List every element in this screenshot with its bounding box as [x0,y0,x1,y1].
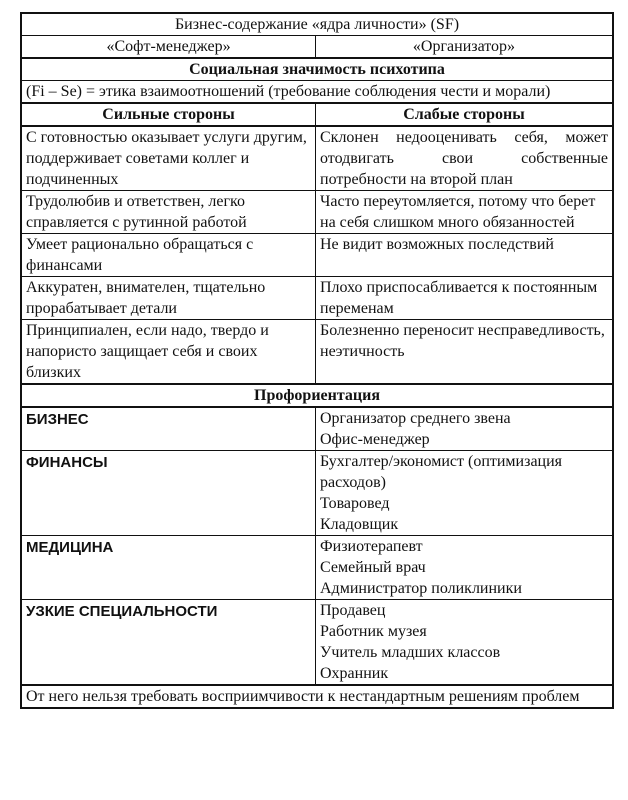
social-significance-heading: Социальная значимость психотипа [189,61,445,78]
title-row [22,14,612,35]
career-row [22,599,612,684]
job-item: Учитель младших классов [320,644,501,661]
footer-row [22,684,612,707]
trait-row [22,319,612,383]
job-item: Охранник [320,665,389,682]
strength-text: С готовностью оказывает услуги другим, поддерживает советами коллег и подчиненных [22,127,316,190]
trait-row [22,276,612,319]
job-item: Администратор поликлиники [320,580,522,597]
soft-manager-label: «Софт-менеджер» [22,36,316,57]
weakness-text: Не видит возможных последствий [320,236,554,253]
career-category: МЕДИЦИНА [22,536,316,599]
organizer-label: «Организатор» [412,38,516,55]
strengths-heading: Сильные стороны [22,104,316,125]
career-heading-row [22,383,612,406]
trait-row [22,125,612,190]
job-item: Кладовщик [320,516,399,533]
job-item: Бухгалтер/экономист (оптимизация расходов) [320,453,563,491]
type-labels-row [22,35,612,57]
job-item: Работник музея [320,623,427,640]
career-jobs [316,536,612,599]
career-jobs [316,600,612,684]
social-significance-text: (Fi – Se) = этика взаимоотношений (требование соблюдения чести и морали) [26,83,551,100]
trait-row [22,190,612,233]
career-row [22,450,612,535]
weakness-text: Склонен недооценивать себя, может отодвигать свои собственные потребности на второй план [320,129,608,188]
job-item: Товаровед [320,495,390,512]
career-category: ФИНАНСЫ [22,451,316,535]
job-item: Организатор среднего звена [320,410,511,427]
job-item: Офис-менеджер [320,431,430,448]
strength-text: Трудолюбив и ответствен, легко справляется с рутинной работой [22,191,316,233]
trait-row [22,233,612,276]
weaknesses-heading: Слабые стороны [403,106,525,123]
career-guidance-heading: Профориентация [254,387,380,404]
strength-text: Умеет рационально обращаться с финансами [22,234,316,276]
weakness-text: Плохо приспосабливается к постоянным переменам [320,279,598,317]
strength-text: Аккуратен, внимателен, тщательно прорабатывает детали [22,277,316,319]
social-text-row [22,80,612,102]
social-heading-row [22,57,612,80]
job-item: Семейный врач [320,559,426,576]
traits-heading-row [22,102,612,125]
weakness-text: Болезненно переносит несправедливость, неэтичность [320,322,605,360]
job-item: Продавец [320,602,386,619]
career-category: БИЗНЕС [22,408,316,450]
table-title: Бизнес-содержание «ядра личности» (SF) [174,16,460,33]
footer-note: От него нельзя требовать восприимчивости к нестандартным решениям проблем [26,688,580,705]
strength-text: Принципиален, если надо, твердо и напористо защищает себя и своих близких [22,320,316,383]
weakness-text: Часто переутомляется, потому что берет на себя слишком много обязанностей [320,193,596,231]
career-row [22,535,612,599]
career-jobs [316,408,612,450]
career-row [22,406,612,450]
job-item: Физиотерапевт [320,538,423,555]
career-category: УЗКИЕ СПЕЦИАЛЬНОСТИ [22,600,316,684]
psychotype-table [20,12,614,709]
career-jobs [316,451,612,535]
